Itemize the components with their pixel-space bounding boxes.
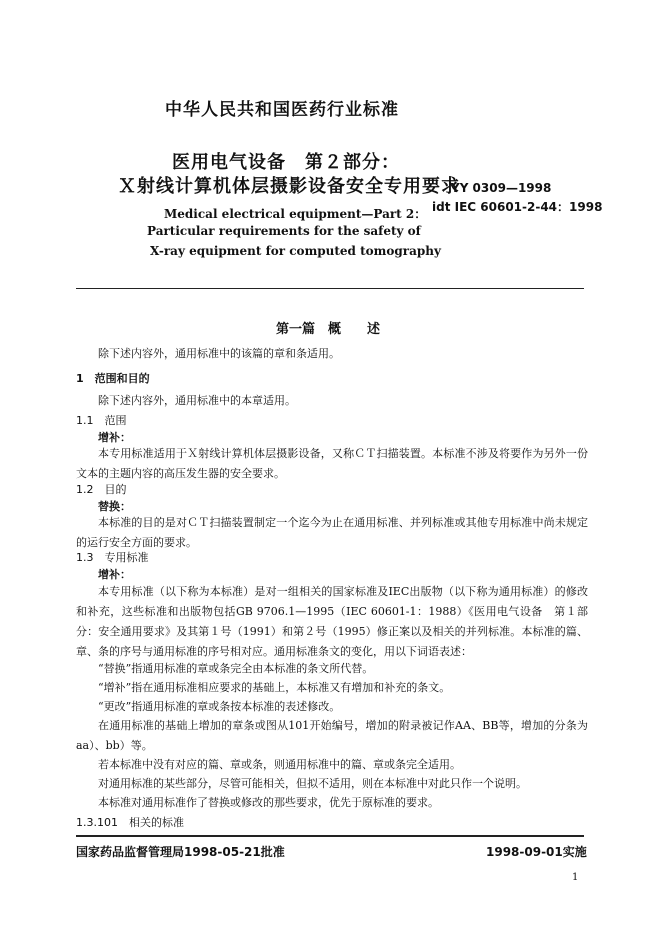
clause-1-3-paragraph-8: 本标准对通用标准作了替换或修改的那些要求，优先于原标准的要求。 [98,796,439,809]
clause-1-2-text: 本标准的目的是对ＣＴ扫描装置制定一个迄今为止在通用标准、并列标准或其他专用标准中尚未规定的运行安全方面的要求。 [76,516,588,549]
clause-1-title: 1 范围和目的 [76,372,150,385]
approval-date: 国家药品监督管理局1998-05-21批准 [76,845,285,859]
clause-1-3-paragraph-4: “更改”指通用标准的章或条按本标准的表述修改。 [98,700,341,713]
clause-1-3-101-title: 1.3.101 相关的标准 [76,816,184,829]
footer-divider [76,835,584,837]
clause-1-3-title: 1.3 专用标准 [76,551,149,564]
title-cn-line-1: 医用电气设备 第２部分： [172,152,400,173]
title-en-line-2: Particular requirements for the safety of [147,224,421,238]
title-cn-line-2: Ｘ射线计算机体层摄影设备安全专用要求 [118,176,460,197]
clause-1-3-paragraph-3: “增补”指在通用标准相应要求的基础上，本标准又有增加和补充的条文。 [98,681,451,694]
clause-1-2-tag: 替换： [98,500,131,513]
clause-1-1-title: 1.1 范围 [76,414,127,427]
clause-1-2-title: 1.2 目的 [76,483,127,496]
implementation-date: 1998-09-01实施 [486,845,587,859]
title-en-line-3: X-ray equipment for computed tomography [150,244,441,258]
clause-1-3-paragraph-1: 本专用标准（以下称为本标准）是对一组相关的国家标准及IEC出版物（以下称为通用标准）的修改和补充，这些标准和出版物包括GB 9706.1—1995（IEC 60601-1：1988）《医用电气设备 第１部分：安全通用要求》及其第１号（1991）和第２号（1995）修正案以及相关的并列标准。本标准的篇、章、条的序号与通用标准的序号相对应。通用标准条文的变化，用以下词语表述： [76,585,588,658]
issuing-org: 中华人民共和国医药行业标准 [165,100,399,120]
section-title: 第一篇 概 述 [276,322,381,337]
clause-1-text: 除下述内容外，通用标准中的本章适用。 [98,394,296,407]
header-divider [76,288,584,289]
page-number: 1 [572,872,579,883]
standard-number: YY 0309—1998 [451,181,552,195]
idt-reference: idt IEC 60601-2-44：1998 [432,200,603,214]
clause-1-1-text: 本专用标准适用于Ｘ射线计算机体层摄影设备，又称ＣＴ扫描装置。本标准不涉及将要作为另外一份文本的主题内容的高压发生器的安全要求。 [76,447,588,480]
clause-1-3-paragraph-6: 若本标准中没有对应的篇、章或条，则通用标准中的篇、章或条完全适用。 [98,758,461,771]
clause-1-3-paragraph-2: “替换”指通用标准的章或条完全由本标准的条文所代替。 [98,662,374,675]
clause-1-1-tag: 增补： [98,431,131,444]
clause-1-3-paragraph-7: 对通用标准的某些部分，尽管可能相关，但拟不适用，则在本标准中对此只作一个说明。 [98,777,527,790]
title-en-line-1: Medical electrical equipment—Part 2： [164,207,427,221]
intro-text: 除下述内容外，通用标准中的该篇的章和条适用。 [98,347,340,360]
clause-1-3-paragraph-5: 在通用标准的基础上增加的章条或图从101开始编号，增加的附录被记作AA、BB等，增加的分条为aa）、bb）等。 [76,719,588,752]
clause-1-3-tag: 增补： [98,568,131,581]
